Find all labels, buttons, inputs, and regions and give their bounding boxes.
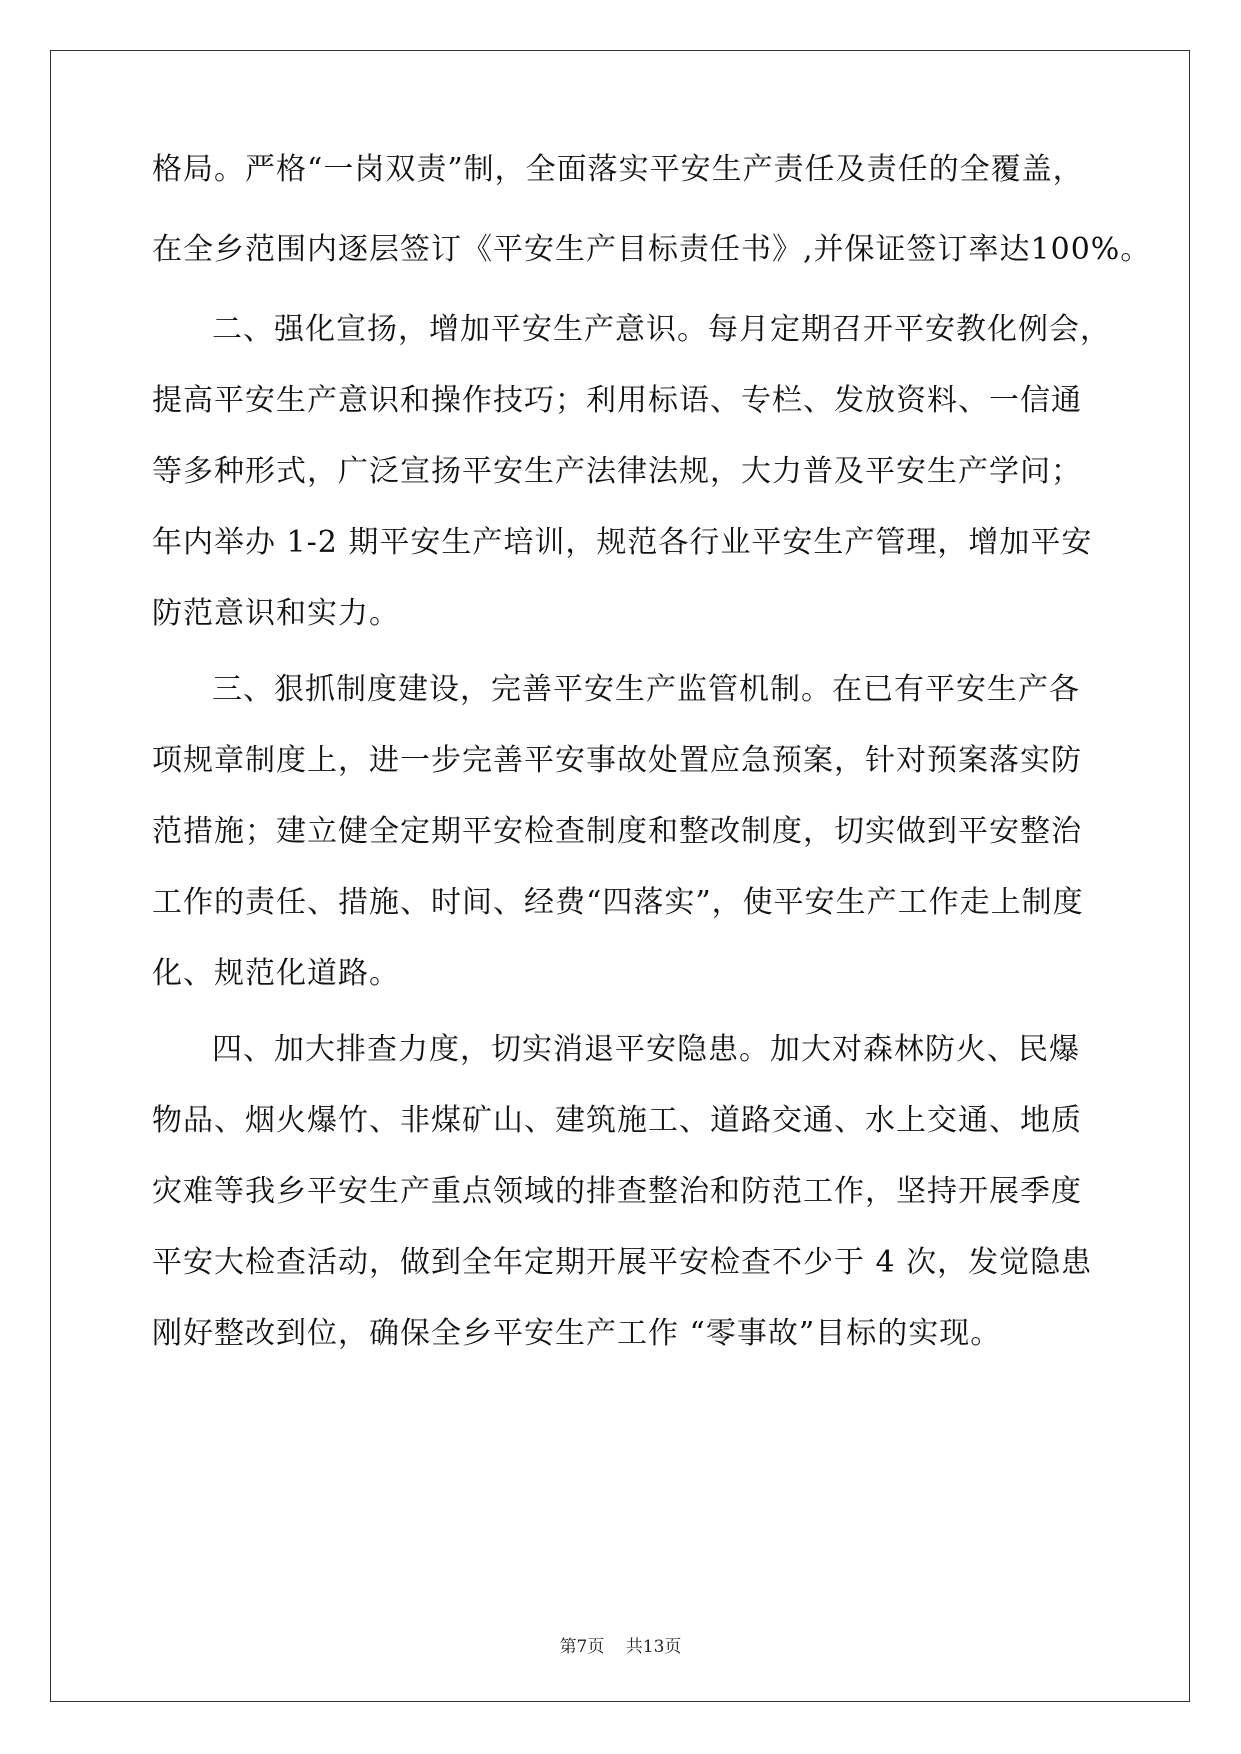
text-line: 化、规范化道路。 [152,956,400,991]
text-line: 在全乡范围内逐层签订《平安生产目标责任书》,并保证签订率达100%。 [152,232,1152,267]
page-number: 第7页 [559,1637,605,1657]
text-line: 范措施；建立健全定期平安检查制度和整改制度，切实做到平安整治 [152,814,1082,849]
text-line: 灾难等我乡平安生产重点领域的排查整治和防范工作，坚持开展季度 [152,1174,1082,1209]
text-line: 提高平安生产意识和操作技巧；利用标语、专栏、发放资料、一信通 [152,383,1082,418]
text-line: 平安大检查活动，做到全年定期开展平安检查不少于 4 次，发觉隐患 [152,1245,1093,1280]
text-line: 等多种形式，广泛宣扬平安生产法律法规，大力普及平安生产学问； [152,454,1082,489]
page-total: 共13页 [625,1637,682,1657]
text-line: 格局。严格“一岗双责”制，全面落实平安生产责任及责任的全覆盖， [152,152,1084,187]
text-line: 物品、烟火爆竹、非煤矿山、建筑施工、道路交通、水上交通、地质 [152,1103,1082,1138]
text-line: 项规章制度上，进一步完善平安事故处置应急预案，针对预案落实防 [152,743,1082,778]
text-line: 防范意识和实力。 [152,596,400,631]
page-border [50,50,1190,1702]
paragraph-2-heading-line: 二、强化宣扬，增加平安生产意识。每月定期召开平安教化例会， [212,312,1111,347]
page-footer [0,1636,1241,1658]
text-line: 刚好整改到位，确保全乡平安生产工作 “零事故”目标的实现。 [152,1316,1002,1351]
paragraph-4-heading-line: 四、加大排查力度，切实消退平安隐患。加大对森林防火、民爆 [212,1032,1080,1067]
text-line: 年内举办 1-2 期平安生产培训，规范各行业平安生产管理，增加平安 [152,525,1093,560]
paragraph-3-heading-line: 三、狠抓制度建设，完善平安生产监管机制。在已有平安生产各 [212,672,1080,707]
text-line: 工作的责任、措施、时间、经费“四落实”，使平安生产工作走上制度 [152,885,1084,920]
